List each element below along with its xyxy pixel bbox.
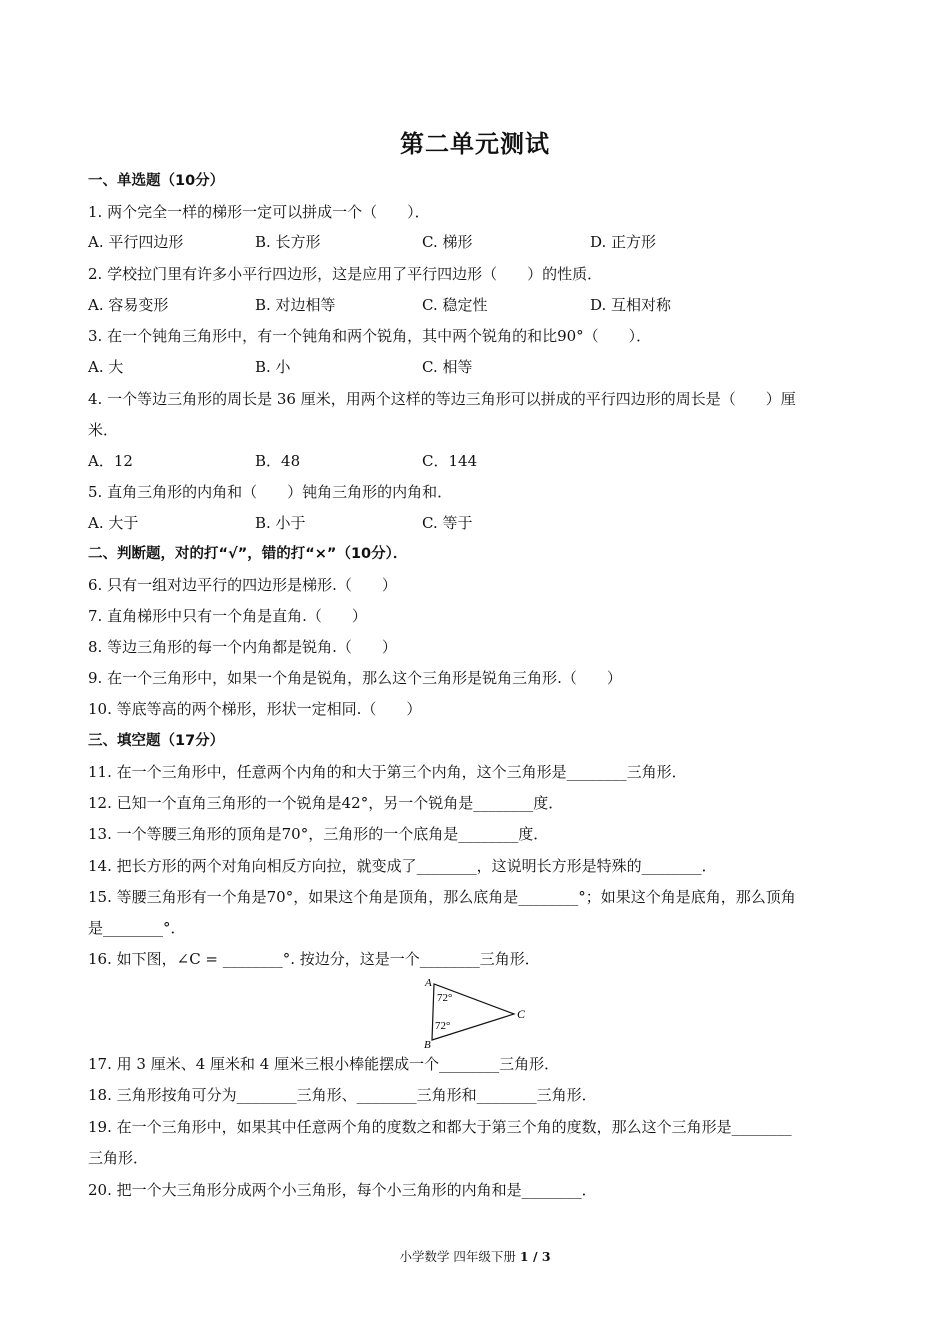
q3-option-a: A. 大 — [88, 358, 124, 376]
page-number: 1 / 3 — [519, 1249, 551, 1264]
q2-option-b: B. 对边相等 — [255, 296, 336, 314]
q3-option-c: C. 相等 — [422, 358, 473, 376]
question-16: 16. 如下图，∠C = ________°. 按边分，这是一个________三角形． — [88, 950, 540, 968]
page-footer — [0, 1247, 950, 1265]
question-6: 6. 只有一组对边平行的四边形是梯形.（ ） — [88, 576, 397, 594]
q2-option-c: C. 稳定性 — [422, 296, 488, 314]
triangle-figure — [420, 974, 540, 1050]
section-heading-3: 三、填空题（17分） — [88, 733, 225, 749]
question-10: 10. 等底等高的两个梯形，形状一定相同.（ ） — [88, 700, 422, 718]
q5-option-c: C. 等于 — [422, 514, 473, 532]
footer-text: 小学数学 四年级下册 — [399, 1249, 520, 1264]
section-heading-2: 二、判断题，对的打“√”，错的打“×”（10分）． — [88, 546, 408, 562]
q2-option-a: A. 容易变形 — [88, 296, 169, 314]
question-19-continued: 三角形． — [88, 1149, 149, 1167]
q4-option-c: C．144 — [422, 452, 478, 470]
question-8: 8. 等边三角形的每一个内角都是锐角.（ ） — [88, 638, 397, 656]
question-19: 19. 在一个三角形中，如果其中任意两个角的度数之和都大于第三个角的度数，那么这个三角形是________ — [88, 1118, 792, 1136]
question-9: 9. 在一个三角形中，如果一个角是锐角，那么这个三角形是锐角三角形.（ ） — [88, 669, 622, 687]
question-4: 4. 一个等边三角形的周长是 36 厘米，用两个这样的等边三角形可以拼成的平行四边形的周长是（ ）厘 — [88, 390, 796, 408]
question-11: 11. 在一个三角形中，任意两个内角的和大于第三个内角，这个三角形是________三角形． — [88, 763, 687, 781]
q2-option-d: D. 互相对称 — [590, 296, 672, 314]
q5-option-a: A. 大于 — [88, 514, 139, 532]
q3-option-b: B. 小 — [255, 358, 291, 376]
question-4-continued: 米． — [88, 421, 119, 439]
q1-option-d: D. 正方形 — [590, 233, 657, 251]
question-18: 18. 三角形按角可分为________三角形、________三角形和________三角形． — [88, 1086, 597, 1104]
question-17: 17. 用 3 厘米、4 厘米和 4 厘米三根小棒能摆成一个________三角形． — [88, 1055, 560, 1073]
question-5: 5. 直角三角形的内角和（ ）钝角三角形的内角和． — [88, 483, 453, 501]
question-13: 13. 一个等腰三角形的顶角是70°，三角形的一个底角是________度． — [88, 825, 549, 843]
q4-option-a: A．12 — [88, 452, 133, 470]
vertex-b-label: B — [424, 1039, 431, 1050]
q5-option-b: B. 小于 — [255, 514, 306, 532]
q1-option-a: A. 平行四边形 — [88, 233, 184, 251]
q1-option-b: B. 长方形 — [255, 233, 321, 251]
question-14: 14. 把长方形的两个对角向相反方向拉，就变成了________，这说明长方形是特殊的________． — [88, 857, 717, 875]
angle-b-label: 72° — [435, 1020, 451, 1032]
question-12: 12. 已知一个直角三角形的一个锐角是42°，另一个锐角是________度． — [88, 794, 564, 812]
question-20: 20. 把一个大三角形分成两个小三角形，每个小三角形的内角和是________． — [88, 1181, 597, 1199]
question-7: 7. 直角梯形中只有一个角是直角.（ ） — [88, 607, 367, 625]
q4-option-b: B．48 — [255, 452, 301, 470]
question-3: 3. 在一个钝角三角形中，有一个钝角和两个锐角，其中两个锐角的和比90°（ ）． — [88, 327, 652, 345]
vertex-a-label: A — [425, 977, 432, 989]
question-15-continued: 是________°． — [88, 919, 186, 937]
vertex-c-label: C — [517, 1007, 526, 1021]
q1-option-c: C. 梯形 — [422, 233, 473, 251]
angle-a-label: 72° — [437, 992, 453, 1004]
page-title: 第二单元测试 — [400, 129, 550, 158]
section-heading-1: 一、单选题（10分） — [88, 173, 225, 189]
question-1: 1. 两个完全一样的梯形一定可以拼成一个（ ）． — [88, 203, 430, 221]
question-2: 2. 学校拉门里有许多小平行四边形，这是应用了平行四边形（ ）的性质． — [88, 265, 603, 283]
question-15: 15. 等腰三角形有一个角是70°，如果这个角是顶角，那么底角是________°；如果这个角是底角，那么顶角 — [88, 888, 796, 906]
